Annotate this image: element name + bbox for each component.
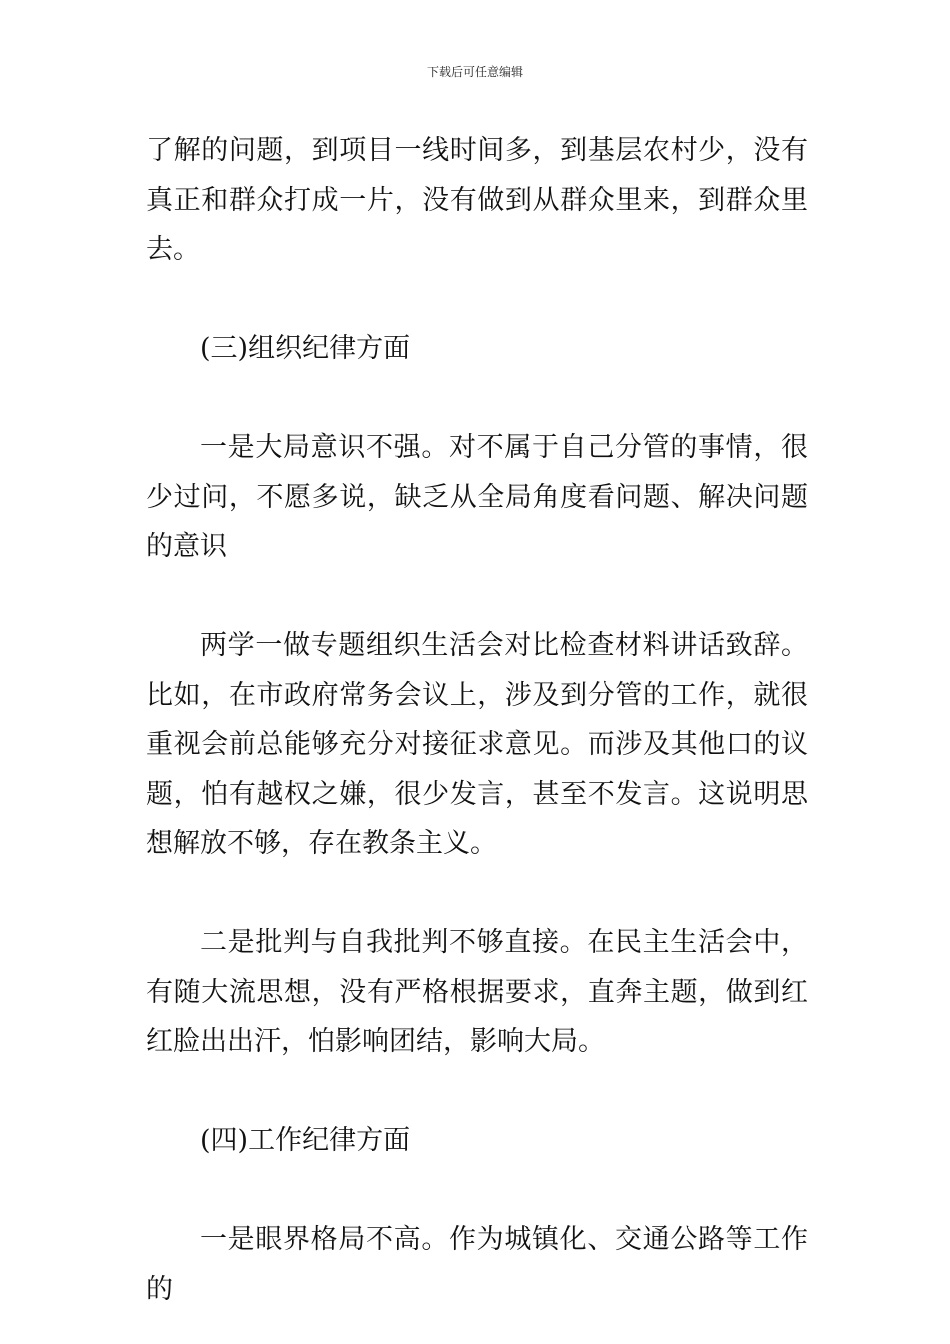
paragraph-vision: 一是眼界格局不高。作为城镇化、交通公路等工作的 (146, 1224, 808, 1305)
paragraph-overall-awareness: 一是大局意识不强。对不属于自己分管的事情，很少过问，不愿多说，缺乏从全局角度看问题、解决问题的意识 (146, 432, 808, 562)
paragraph-continued: 了解的问题，到项目一线时间多，到基层农村少，没有真正和群众打成一片，没有做到从群众里来，到群众里去。 (146, 135, 808, 265)
page-header: 下载后可任意编辑 (426, 65, 523, 79)
document-body (146, 126, 808, 1314)
section-heading-work-discipline: (四)工作纪律方面 (200, 1125, 411, 1156)
paragraph-meeting-example: 两学一做专题组织生活会对比检查材料讲话致辞。比如，在市政府常务会议上，涉及到分管的工作，就很重视会前总能够充分对接征求意见。而涉及其他口的议题，怕有越权之嫌，很少发言，甚至不发言。这说明思想解放不够，存在教条主义。 (146, 630, 808, 859)
section-heading-organizational-discipline: (三)组织纪律方面 (200, 333, 411, 364)
paragraph-criticism: 二是批判与自我批判不够直接。在民主生活会中，有随大流思想，没有严格根据要求，直奔主题，做到红红脸出出汗，怕影响团结，影响大局。 (146, 927, 808, 1057)
